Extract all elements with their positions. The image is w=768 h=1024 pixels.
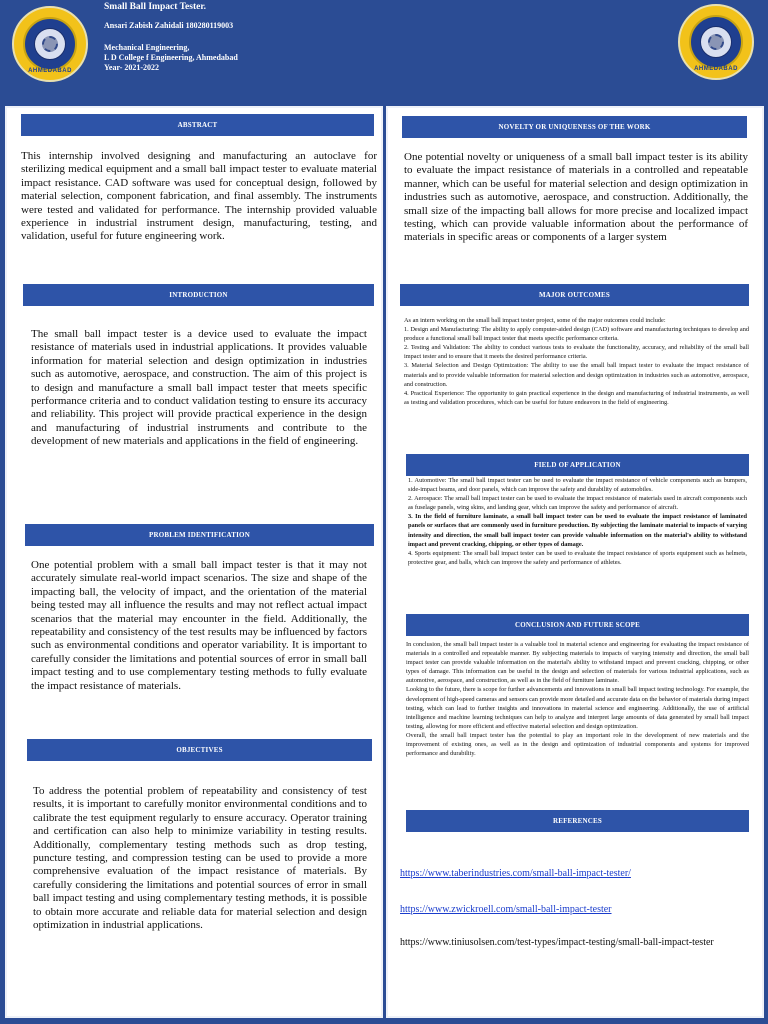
- right-column: [386, 106, 764, 1018]
- application-item: 2. Aerospace: The small ball impact tester can be used to evaluate the impact resistance of materials used in aircraft components such as fuselage panels, wing skins, and landing gear, which can improve the safety and performance of aircraft.: [408, 495, 747, 512]
- application-list: [408, 476, 747, 567]
- college-logo-left: [12, 6, 88, 82]
- year-line: Year- 2021-2022: [104, 63, 160, 72]
- outcome-item: 4. Practical Experience: The opportunity to gain practical experience in the design and manufacturing of industrial instruments, as well as testing and validation procedures, which can be useful for future endeavors in the field of engineering.: [404, 389, 749, 406]
- outcomes-intro: As an intern working on the small ball impact tester project, some of the major outcomes could include:: [404, 317, 666, 324]
- outcome-item: 1. Design and Manufacturing: The ability to apply computer-aided design (CAD) software and manufacturing techniques to develop and produce a functional small ball impact tester that meets specific performance criteria.: [404, 326, 749, 343]
- abstract-text: This internship involved designing and manufacturing an autoclave for sterilizing medical equipment and a small ball impact tester to evaluate material impact resistance. CAD software was used for conceptual design, followed by material selection, component fabrication, and final assembly. The instruments were tested and validated for performance. The internship provided valuable experience in industrial instrument design, manufacturing, testing, and validation, useful for future engineering work.: [21, 150, 377, 243]
- logo-city-text: AHMEDABAD: [28, 68, 72, 74]
- college-logo-right: [678, 4, 754, 80]
- novelty-heading: NOVELTY OR UNIQUENESS OF THE WORK: [402, 116, 747, 138]
- outcomes-heading: MAJOR OUTCOMES: [400, 284, 749, 306]
- reference-link-tiniusolsen[interactable]: https://www.tiniusolsen.com/test-types/impact-testing/small-ball-impact-tester: [400, 937, 714, 948]
- author-line: Ansari Zabish Zahidali 180280119003: [104, 21, 234, 30]
- introduction-text: The small ball impact tester is a device used to evaluate the impact resistance of materials used in industrial applications. It provides valuable information for material selection and design optimization in industries such as automotive, aerospace, and construction. The aim of this project is to design and manufacture a small ball impact tester that meets specific performance criteria and to conduct validation testing to ensure its accuracy and reliability. This project will provide practical experience in the design and manufacturing of industrial instruments and contribute to the development of new materials and applications in the field of engineering.: [31, 328, 367, 448]
- application-item: 1. Automotive: The small ball impact tester can be used to evaluate the impact resistance of vehicle components such as bumpers, side-impact beams, and door panels, which can improve the safety and durability of automobiles.: [408, 477, 747, 494]
- novelty-text: One potential novelty or uniqueness of a small ball impact tester is its ability to evaluate the impact resistance of materials in a controlled and repeatable manner, which can be useful for material selection and design optimization in industries such as automotive, aerospace, and construction. Additionally, the small size of the impacting ball allows for more precise and localized impact testing, which can provide valuable information about the performance of materials in specific areas or components of a larger system: [404, 151, 748, 244]
- gear-icon: [708, 34, 724, 50]
- application-item-highlight: 3. In the field of furniture laminate, a small ball impact tester can be used to evaluate the impact resistance of laminated panels or surfaces that are commonly used in furniture production. By subjecting the laminate material to impacts of varying intensity and direction, the small ball impact tester can provide valuable information on the material's ability to withstand impact and prevent cracking, chipping, or other types of damage.: [408, 513, 747, 548]
- abstract-heading: ABSTRACT: [21, 114, 374, 136]
- poster-header: [0, 0, 768, 104]
- college-line: L D College f Engineering, Ahmedabad: [104, 53, 238, 62]
- outcome-item: 3. Material Selection and Design Optimization: The ability to use the small ball impact tester to evaluate the impact resistance of materials and to provide valuable information for material selection and design optimization in industries such as automotive, aerospace, and construction.: [404, 362, 749, 388]
- application-item: 4. Sports equipment: The small ball impact tester can be used to evaluate the impact resistance of sports equipment such as helmets, protective gear, and balls, which can improve the safety and performance of athletes.: [408, 549, 747, 566]
- gear-icon: [42, 36, 58, 52]
- application-heading: FIELD OF APPLICATION: [406, 454, 749, 476]
- left-column: [5, 106, 383, 1018]
- conclusion-heading: CONCLUSION AND FUTURE SCOPE: [406, 614, 749, 636]
- objectives-heading: OBJECTIVES: [27, 739, 372, 761]
- conclusion-paragraph: Looking to the future, there is scope for further advancements and innovations in small ball impact testing technology. For example, the development of high-speed cameras and sensors can provide more detailed and accurate data on the behavior of materials during impact testing, which can lead to further insights and innovations in material science and engineering. Additionally, the use of artificial intelligence and machine learning techniques can help to analyze and interpret large amounts of data generated by small ball impact testing, allowing for more efficient and effective material selection and design optimization.: [406, 686, 749, 730]
- problem-text: One potential problem with a small ball impact tester is that it may not accurately simulate real-world impact scenarios. The size and shape of the impacting ball, the velocity of impact, and the orientation of the material being tested may all influence the results and may not reflect actual impact scenarios that the material may encounter in the field. Additionally, the repeatability and consistency of the test results may be influenced by factors such as environmental conditions and operator variability. It is important to carefully consider the limitations and potential sources of error in small ball impact testing and to use complementary testing methods to fully evaluate the impact resistance of materials.: [31, 559, 367, 692]
- poster-title-block: [104, 2, 238, 73]
- poster-title: Small Ball Impact Tester.: [104, 2, 207, 12]
- conclusion-text: [406, 640, 749, 758]
- logo-city-text: AHMEDABAD: [694, 66, 738, 72]
- department-line: Mechanical Engineering,: [104, 43, 190, 52]
- reference-link-zwickroell[interactable]: https://www.zwickroell.com/small-ball-impact-tester: [400, 904, 612, 915]
- outcome-item: 2. Testing and Validation: The ability to conduct various tests to evaluate the functionality, accuracy, and reliability of the small ball impact tester and to ensure that it meets the desired performance criteria.: [404, 344, 749, 361]
- references-heading: REFERENCES: [406, 810, 749, 832]
- conclusion-paragraph: In conclusion, the small ball impact tester is a valuable tool in material science and engineering for evaluating the impact resistance of materials in a controlled and repeatable manner. By subjecting materials to impacts of varying intensity and direction, the small ball impact tester can provide valuable information on the material's ability to withstand impact and prevent cracking, chipping, or other types of damage. This information can be useful in the design and selection of materials for various industrial applications, such as automotive, aerospace, and construction, as well as in the field of furniture laminate.: [406, 641, 749, 685]
- reference-link-taber[interactable]: https://www.taberindustries.com/small-ball-impact-tester/: [400, 868, 631, 879]
- objectives-text: To address the potential problem of repeatability and consistency of test results, it is important to carefully monitor environmental conditions and to calibrate the test equipment regularly to ensure accuracy. Operator training and certification can also help to minimize variability in testing results. Additionally, complementary testing methods such as drop testing, puncture testing, and compression testing can be used to provide a more comprehensive evaluation of the impact resistance of materials. By carefully considering the limitations and potential sources of error in small ball impact testing and using complementary testing methods, it is possible to obtain more accurate and reliable data for material selection and design optimization in industrial applications.: [33, 785, 367, 932]
- problem-heading: PROBLEM IDENTIFICATION: [25, 524, 374, 546]
- introduction-heading: INTRODUCTION: [23, 284, 374, 306]
- outcomes-list: [404, 316, 749, 407]
- conclusion-paragraph: Overall, the small ball impact tester has the potential to play an important role in the development of new materials and the improvement of existing ones, as well as in the design and optimization of industrial components and systems for improved performance and durability.: [406, 731, 749, 758]
